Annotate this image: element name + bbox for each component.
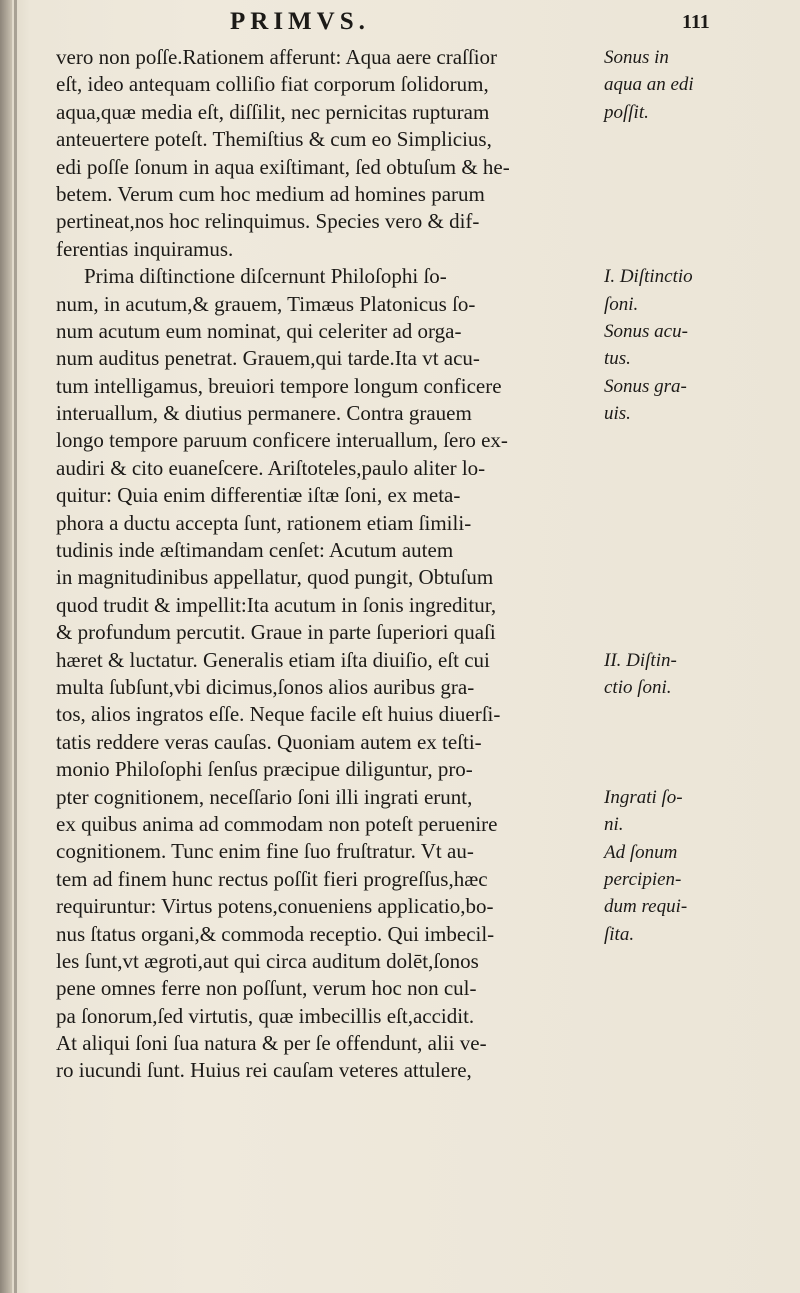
margin-note: ſita. xyxy=(604,923,635,945)
text-line: pene omnes ferre non poſſunt, verum hoc non cul- xyxy=(56,976,477,1001)
text-line: audiri & cito euaneſcere. Ariſtoteles,paulo aliter lo- xyxy=(56,455,486,480)
margin-note: dum requi- xyxy=(604,896,688,918)
text-line: num auditus penetrat. Grauem,qui tarde.Ita vt acu- xyxy=(56,346,480,371)
text-line: requiruntur: Virtus potens,conueniens applicatio,bo- xyxy=(56,894,494,919)
text-line: ro iucundi ſunt. Huius rei cauſam veteres attulere, xyxy=(56,1058,472,1083)
text-line: num acutum eum nominat, qui celeriter ad orga- xyxy=(56,318,462,343)
text-line: monio Philoſophi ſenſus præcipue diliguntur, pro- xyxy=(56,757,473,782)
text-line: nus ſtatus organi,& commoda receptio. Qui imbecil- xyxy=(56,921,495,946)
page-header xyxy=(40,8,780,42)
margin-note: Ad ſonum xyxy=(604,841,678,863)
margin-note: Ingrati ſo- xyxy=(604,786,683,808)
page-number: 111 xyxy=(682,11,710,33)
margin-note: Sonus in xyxy=(604,47,669,68)
text-line: At aliqui ſoni ſua natura & per ſe offendunt, alii ve- xyxy=(56,1031,487,1056)
text-line: tatis reddere veras cauſas. Quoniam autem ex teſti- xyxy=(56,729,482,754)
text-line: hæret & luctatur. Generalis etiam iſta diuiſio, eſt cui xyxy=(56,647,490,672)
book-gutter xyxy=(0,0,12,1293)
margin-note: aqua an edi xyxy=(604,74,694,96)
margin-note: percipien- xyxy=(604,869,682,890)
text-line: vero non poſſe.Rationem afferunt: Aqua aere craſſior xyxy=(56,45,498,69)
margin-note: tus. xyxy=(604,348,631,370)
text-line: tudinis inde æſtimandam cenſet: Acutum autem xyxy=(56,538,454,563)
text-line: aqua,quæ media eſt, diſſilit, nec pernicitas rupturam xyxy=(56,99,490,124)
margin-note: poſſit. xyxy=(604,101,649,123)
text-line: tos, alios ingratos eſſe. Neque facile eſt huius diuerſi- xyxy=(56,702,501,727)
text-line: quitur: Quia enim differentiæ iſtæ ſoni, ex meta- xyxy=(56,483,461,508)
text-line: betem. Verum cum hoc medium ad homines parum xyxy=(56,181,485,206)
text-line: les ſunt,vt ægroti,aut qui circa auditum dolēt,ſonos xyxy=(56,948,479,973)
text-line: Prima diſtinctione diſcernunt Philoſophi ſo- xyxy=(84,264,447,289)
text-line: ex quibus anima ad commodam non poteſt peruenire xyxy=(56,811,498,836)
margin-note: Sonus gra- xyxy=(604,375,687,397)
text-line: ferentias inquiramus. xyxy=(56,236,234,261)
text-line: interuallum, & diutius permanere. Contra grauem xyxy=(56,401,472,426)
text-line: tem ad finem hunc rectus poſſit fieri progreſſus,hæc xyxy=(56,866,488,891)
margin-note: uis. xyxy=(604,403,631,425)
text-line: pa ſonorum,ſed virtutis, quæ imbecillis eſt,accidit. xyxy=(56,1003,475,1028)
text-line: tum intelligamus, breuiori tempore longum conficere xyxy=(56,373,502,398)
text-line: quod trudit & impellit:Ita acutum in ſonis ingreditur, xyxy=(56,592,497,617)
gutter-edge xyxy=(14,0,17,1293)
text-line: longo tempore paruum conficere interuallum, ſero ex- xyxy=(56,428,508,453)
text-line: pertineat,nos hoc relinquimus. Species vero & dif- xyxy=(56,209,480,234)
text-line: num, in acutum,& grauem, Timæus Platonicus ſo- xyxy=(56,291,476,316)
margin-note: ni. xyxy=(604,814,624,836)
running-head: PRIMVS. xyxy=(230,8,370,35)
text-line: phora a ductu accepta ſunt, rationem etiam ſimili- xyxy=(56,510,472,535)
margin-note: ctio ſoni. xyxy=(604,677,672,699)
text-line: multa ſubſunt,vbi dicimus,ſonos alios auribus gra- xyxy=(56,674,475,699)
text-line: cognitionem. Tunc enim fine ſuo fruſtratur. Vt au- xyxy=(56,839,474,864)
main-text-column xyxy=(56,44,602,1085)
text-line: & profundum percutit. Graue in parte ſuperiori quaſi xyxy=(56,620,496,645)
margin-note: I. Diſtinctio xyxy=(604,266,693,288)
text-line: in magnitudinibus appellatur, quod pungit, Obtuſum xyxy=(56,565,494,590)
margin-note: ſoni. xyxy=(604,293,639,315)
text-line: eſt, ideo antequam colliſio fiat corporum ſolidorum, xyxy=(56,72,489,97)
text-line: pter cognitionem, neceſſario ſoni illi ingrati erunt, xyxy=(56,784,473,809)
margin-note: II. Diſtin- xyxy=(604,649,677,671)
margin-note: Sonus acu- xyxy=(604,321,688,342)
text-line: anteuertere poteſt. Themiſtius & cum eo Simplicius, xyxy=(56,127,492,152)
text-line: edi poſſe ſonum in aqua exiſtimant, ſed obtuſum & he- xyxy=(56,154,510,179)
